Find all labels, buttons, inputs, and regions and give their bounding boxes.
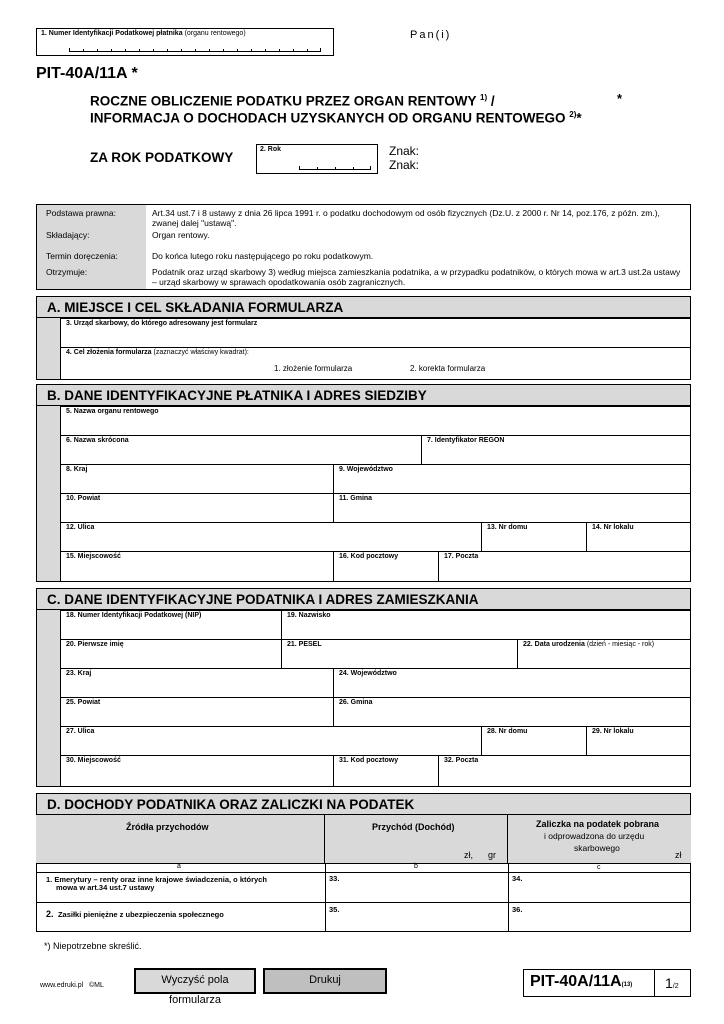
field-24-voivodeship[interactable]: 24. Województwo [333, 668, 691, 697]
field-30-city[interactable]: 30. Miejscowość [60, 755, 333, 787]
field-15-city[interactable]: 15. Miejscowość [60, 551, 333, 582]
field-27-street[interactable]: 27. Ulica [60, 726, 481, 755]
year-label: ZA ROK PODATKOWY [90, 150, 234, 165]
field-28-house-no[interactable]: 28. Nr domu [481, 726, 586, 755]
info-label-recipient: Otrzymuje: [46, 267, 88, 277]
row1-label-2: mowa w art.34 ust.7 ustawy [56, 883, 155, 892]
section-d-title: D. DOCHODY PODATNIKA ORAZ ZALICZKI NA PODATEK [36, 793, 691, 815]
col-b-zl: zł, [464, 850, 473, 860]
form-code-title: PIT-40A/11A * [36, 65, 138, 82]
footer-divider [654, 970, 655, 996]
year-input[interactable] [299, 166, 371, 170]
znak-2: Znak: [389, 158, 420, 172]
year-field-label: 2. Rok [260, 146, 282, 153]
info-text-recipient: Podatnik oraz urząd skarbowy 3) według miejsca zamieszkania podatnika, a w przypadku podatników, o których mowa w art.3 ust.2a ustawy – urząd skarbowy w sprawach opodatkowania osób zagranicznych. [152, 267, 681, 287]
field-29-apartment-no[interactable]: 29. Nr lokalu [586, 726, 691, 755]
page-number: 1/2 [665, 975, 679, 991]
field-17-post-office[interactable]: 17. Poczta [438, 551, 691, 582]
col-b-title: Przychód (Dochód) [372, 822, 455, 832]
footer-form-code: PIT-40A/11A(13) [530, 973, 633, 990]
field-32-post-office[interactable]: 32. Poczta [438, 755, 691, 787]
field-23-country[interactable]: 23. Kraj [60, 668, 333, 697]
d-index-row [36, 863, 691, 872]
col-c-title-2: i odprowadzona do urzędu [544, 831, 645, 841]
footer-form-code-box [523, 969, 691, 997]
field-11-commune[interactable]: 11. Gmina [333, 493, 691, 522]
section-c-title: C. DANE IDENTYFIKACYJNE PODATNIKA I ADRES ZAMIESZKANIA [36, 588, 691, 610]
field-4-purpose: 4. Cel złożenia formularza (zaznaczyć właściwy kwadrat): [60, 347, 691, 380]
field-34[interactable]: 34. [512, 874, 523, 883]
field-8-country[interactable]: 8. Kraj [60, 464, 333, 493]
title-star1: * [617, 91, 623, 106]
field-13-house-no[interactable]: 13. Nr domu [481, 522, 586, 551]
field-33[interactable]: 33. [329, 874, 340, 883]
field-14-apartment-no[interactable]: 14. Nr lokalu [586, 522, 691, 551]
field-10-county[interactable]: 10. Powiat [60, 493, 333, 522]
idx-a: a [177, 863, 181, 870]
nip-payer-box [36, 28, 334, 56]
field-12-street[interactable]: 12. Ulica [60, 522, 481, 551]
field-31-postal-code[interactable]: 31. Kod pocztowy [333, 755, 438, 787]
row2-label: 2. Zasiłki pieniężne z ubezpieczenia społecznego [46, 909, 224, 919]
info-text-submitter: Organ rentowy. [152, 230, 210, 240]
col-c-zl: zł [675, 850, 682, 860]
info-text-deadline: Do końca lutego roku następującego po roku podatkowym. [152, 251, 374, 261]
form-title-line1: ROCZNE OBLICZENIE PODATKU PRZEZ ORGAN RENTOWY $^{1)}$ / [90, 93, 495, 109]
field-6-short-name[interactable]: 6. Nazwa skrócona [60, 435, 421, 464]
col-c-title-3: skarbowego [574, 843, 620, 853]
field-35[interactable]: 35. [329, 905, 340, 914]
nip-payer-label: 1. Numer Identyfikacji Podatkowej płatnika (organu rentowego) [41, 30, 246, 37]
option-submission[interactable]: 1. złożenie formularza [274, 364, 353, 373]
year-box [256, 144, 378, 174]
field-18-nip[interactable]: 18. Numer Identyfikacji Podatkowej (NIP) [60, 610, 281, 639]
field-21-pesel[interactable]: 21. PESEL [281, 639, 517, 668]
field-9-voivodeship[interactable]: 9. Województwo [333, 464, 691, 493]
idx-b: b [414, 863, 418, 870]
form-title-line2: INFORMACJA O DOCHODACH UZYSKANYCH OD ORGANU RENTOWEGO $^{2)}$* [90, 110, 582, 126]
col-a-title: Źródła przychodów [126, 822, 209, 832]
option-correction[interactable]: 2. korekta formularza [410, 364, 486, 373]
nip-payer-input[interactable] [69, 48, 321, 52]
row1-label-1: 1. Emerytury – renty oraz inne krajowe świadczenia, o których [46, 875, 267, 884]
info-label-submitter: Składający: [46, 230, 90, 240]
info-label-basis: Podstawa prawna: [46, 208, 116, 218]
idx-c: c [597, 864, 601, 871]
field-22-birth-date[interactable]: 22. Data urodzenia (dzień - miesiąc - rok) [517, 639, 691, 668]
field-36[interactable]: 36. [512, 905, 523, 914]
field-26-commune[interactable]: 26. Gmina [333, 697, 691, 726]
field-20-first-name[interactable]: 20. Pierwsze imię [60, 639, 281, 668]
section-a-title: A. MIEJSCE I CEL SKŁADANIA FORMULARZA [36, 296, 691, 318]
info-text-basis: Art.34 ust.7 i 8 ustawy z dnia 26 lipca 1991 r. o podatku dochodowym od osób fizycznych (Dz.U. z 2000 r. Nr 14, poz.176, z późn. zm.), zwanej dalej "ustawą". [152, 208, 660, 228]
col-b-gr: gr [488, 850, 497, 860]
field-5-organ-name[interactable]: 5. Nazwa organu rentowego [60, 406, 691, 435]
print-button[interactable]: Drukuj [263, 968, 387, 994]
section-b-title: B. DANE IDENTYFIKACYJNE PŁATNIKA I ADRES SIEDZIBY [36, 384, 691, 406]
footnote: *) Niepotrzebne skreślić. [44, 941, 142, 951]
field-7-regon[interactable]: 7. Identyfikator REGON [421, 435, 691, 464]
pan-label: Pan(i) [410, 29, 452, 41]
field-25-county[interactable]: 25. Powiat [60, 697, 333, 726]
info-label-deadline: Termin doręczenia: [46, 251, 118, 261]
znak-1: Znak: [389, 144, 420, 158]
field-3-tax-office[interactable]: 3. Urząd skarbowy, do którego adresowany jest formularz [60, 318, 691, 347]
clear-form-button[interactable]: Wyczyść pola formularza [134, 968, 256, 994]
field-16-postal-code[interactable]: 16. Kod pocztowy [333, 551, 438, 582]
col-c-title-1: Zaliczka na podatek pobrana [536, 819, 660, 829]
site-credit: www.edruki.pl ©ML [40, 982, 104, 989]
field-19-surname[interactable]: 19. Nazwisko [281, 610, 691, 639]
